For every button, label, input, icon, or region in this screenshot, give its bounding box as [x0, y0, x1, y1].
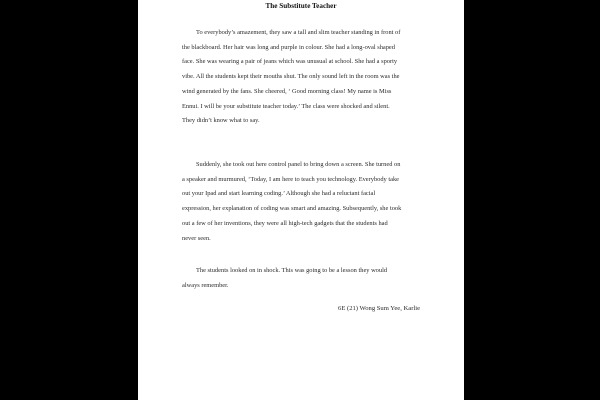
author-signature: 6E (21) Wong Sum Yee, Karlie — [338, 305, 420, 312]
text-line: They didn’t know what to say. — [182, 117, 260, 125]
text-line: Ennui. I will be your substitute teacher today.’ The class were shocked and silent. — [182, 102, 390, 110]
paragraph-3 — [182, 264, 420, 293]
text-line: The students looked on in shock. This was going to be a lesson they would — [196, 267, 388, 274]
text-line: vibe. All the students kept their mouths shut. The only sound left in the room was the — [182, 73, 400, 81]
text-line: expression, her explanation of coding was smart and amazing. Subsequently, she took — [182, 205, 402, 213]
document-title: The Substitute Teacher — [265, 2, 337, 10]
text-line: To everybody’s amazement, they saw a tall and slim teacher standing in front of — [196, 29, 401, 36]
text-line: wind generated by the fans. She cheered, ‘ Good morning class! My name is Miss — [182, 87, 392, 95]
text-line: out a few of her inventions, they were all high-tech gadgets that the students had — [182, 219, 388, 227]
paragraph-1 — [182, 26, 420, 129]
text-line: out your Ipad and start learning coding.’ Although she had a reluctant facial — [182, 190, 376, 198]
text-line: Suddenly, she took out here control panel to bring down a screen. She turned on — [196, 161, 401, 168]
text-line: face. She was wearing a pair of jeans which was unusual at school. She had a sporty — [182, 58, 398, 66]
text-line: always remember. — [182, 281, 229, 289]
text-line: the blackboard. Her hair was long and purple in colour. She had a long-oval shaped — [182, 43, 395, 51]
document-page — [138, 0, 464, 400]
text-line: a speaker and murmured, ‘Today, I am here to teach you technology. Everybody take — [182, 175, 399, 183]
paragraph-2 — [182, 158, 420, 246]
text-line: never seen. — [182, 234, 211, 242]
